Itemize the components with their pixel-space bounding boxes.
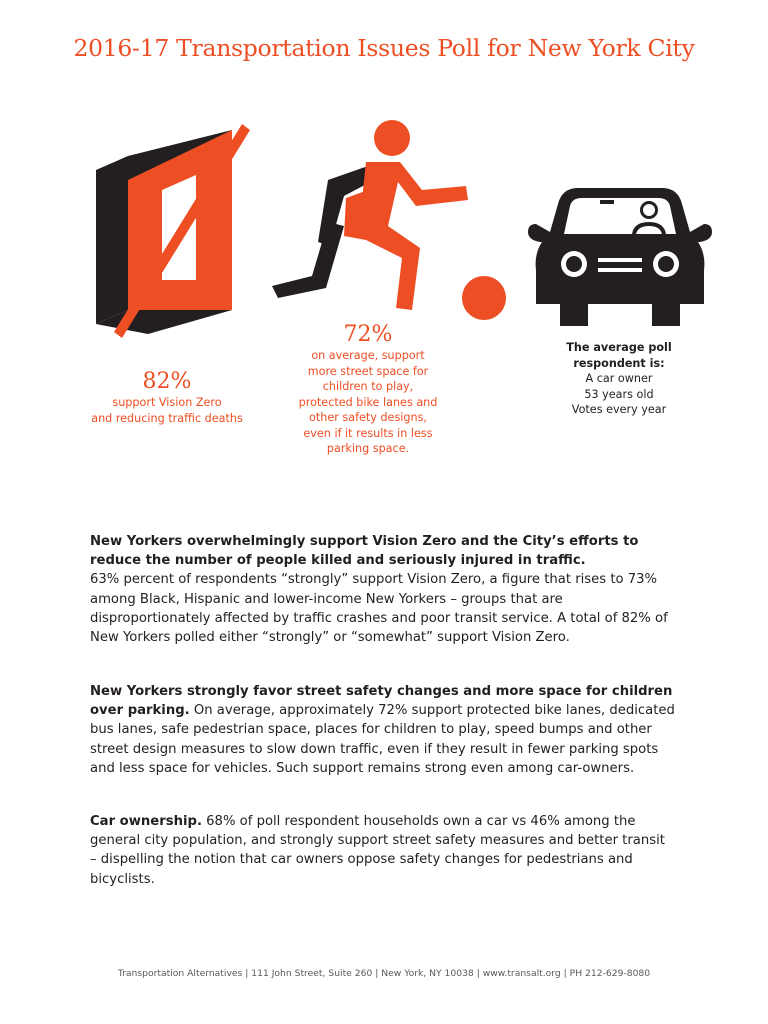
stat-line: 53 years old bbox=[584, 387, 654, 401]
stat-value: 82% bbox=[142, 369, 192, 394]
stat-line: support Vision Zero bbox=[112, 396, 222, 409]
stat-line: and reducing traffic deaths bbox=[91, 411, 243, 425]
stat-line: other safety designs, bbox=[309, 411, 427, 424]
stat-line: A car owner bbox=[585, 372, 653, 385]
running-child-icon bbox=[270, 118, 470, 318]
stat-line: on average, support bbox=[311, 349, 425, 362]
stat-heading: respondent is: bbox=[573, 356, 665, 370]
stat-value: 72% bbox=[343, 322, 393, 347]
section-heading: New Yorkers overwhelmingly support Vision Zero and the City’s efforts to reduce the number of people killed and seriously injured in traffic. bbox=[90, 534, 639, 569]
section-body: 68% of poll respondent households own a car vs 46% among the general city population, and strongly support street safety measures and better transit – dispelling the notion that car owners oppose safety changes for pedestrians and bicyclists. bbox=[90, 814, 665, 887]
stat-car-owner bbox=[528, 340, 710, 418]
vision-zero-slash-zero-icon bbox=[92, 120, 262, 345]
stat-vision-zero bbox=[62, 369, 272, 426]
section-car-ownership bbox=[90, 812, 675, 889]
section-body: 63% percent of respondents “strongly” support Vision Zero, a figure that rises to 73% among Black, Hispanic and lower-income New Yorkers – groups that are disproportionately affected by traffic crashes and poor transit service. A total of 82% of New Yorkers polled either “strongly” or “somewhat” support Vision Zero. bbox=[90, 572, 668, 646]
stat-line: even if it results in less bbox=[303, 426, 433, 440]
stat-line: parking space. bbox=[326, 442, 410, 455]
stat-street-space bbox=[268, 322, 468, 457]
car-icon bbox=[528, 184, 712, 326]
section-body: On average, approximately 72% support protected bike lanes, dedicated bus lanes, safe pedestrian space, places for children to play, speed bumps and other street design measures to slow down traffic, even if they result in fewer parking spots and less space for vehicles. Such support remains strong even among car-owners. bbox=[90, 703, 675, 776]
page-title: 2016-17 Transportation Issues Poll for New York City bbox=[73, 34, 695, 62]
ball-icon bbox=[462, 276, 508, 322]
stat-line: more street space for bbox=[307, 364, 429, 378]
section-heading: New Yorkers strongly favor street safety changes and more space for children over parking. bbox=[90, 684, 673, 719]
stat-line: Votes every year bbox=[571, 403, 667, 416]
footer-contact: Transportation Alternatives | 111 John Street, Suite 260 | New York, NY 10038 | www.transalt.org | PH 212-629-8080 bbox=[117, 968, 651, 979]
section-vision-zero bbox=[90, 532, 675, 647]
section-street-safety bbox=[90, 682, 675, 778]
section-heading: Car ownership. bbox=[90, 814, 202, 829]
stat-heading: The average poll bbox=[566, 341, 672, 354]
stat-line: children to play, bbox=[322, 380, 414, 393]
stat-line: protected bike lanes and bbox=[298, 395, 438, 409]
